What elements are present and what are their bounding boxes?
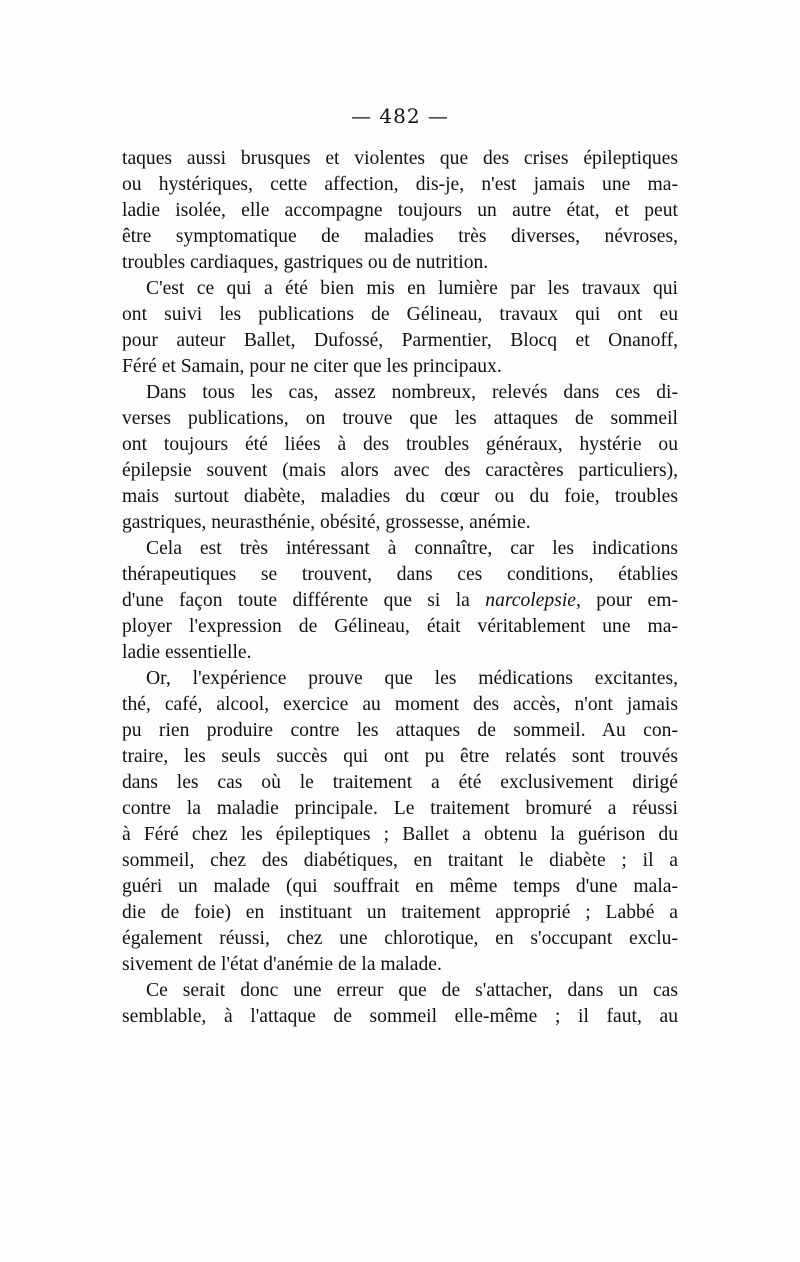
text-line: gastriques, neurasthénie, obésité, grossesse, anémie. xyxy=(122,512,531,533)
text-line: épilepsie souvent (mais alors avec des caractères particuliers), xyxy=(122,460,678,481)
text-line: verses publications, on trouve que les attaques de sommeil xyxy=(122,408,678,429)
text-line: Or, l'expérience prouve que les médications excitantes, xyxy=(146,668,678,689)
text-line: Dans tous les cas, assez nombreux, relevés dans ces di- xyxy=(146,382,678,403)
text-line: être symptomatique de maladies très diverses, névroses, xyxy=(122,226,678,247)
paragraph-1 xyxy=(122,146,678,276)
italic-term: narcolepsie xyxy=(485,590,576,611)
text-line: semblable, à l'attaque de sommeil elle-même ; il faut, au xyxy=(122,1006,678,1027)
text-line: dans les cas où le traitement a été exclusivement dirigé xyxy=(122,772,678,793)
text-line: pour auteur Ballet, Dufossé, Parmentier, Blocq et Onanoff, xyxy=(122,330,678,351)
text-line: ont suivi les publications de Gélineau, travaux qui ont eu xyxy=(122,304,678,325)
text-line: Cela est très intéressant à connaître, car les indications xyxy=(146,538,678,559)
text-line: taques aussi brusques et violentes que des crises épileptiques xyxy=(122,148,678,169)
text-line: traire, les seuls succès qui ont pu être relatés sont trouvés xyxy=(122,746,678,767)
text-line: contre la maladie principale. Le traitement bromuré a réussi xyxy=(122,798,678,819)
text-line: pu rien produire contre les attaques de sommeil. Au con- xyxy=(122,720,678,741)
text-line: ou hystériques, cette affection, dis-je, n'est jamais une ma- xyxy=(122,174,678,195)
text-line: guéri un malade (qui souffrait en même temps d'une mala- xyxy=(122,876,678,897)
text-line: à Féré chez les épileptiques ; Ballet a obtenu la guérison du xyxy=(122,824,678,845)
text-line: également réussi, chez une chlorotique, en s'occupant exclu- xyxy=(122,928,678,949)
paragraph-2 xyxy=(122,276,678,380)
text-line: ladie isolée, elle accompagne toujours un autre état, et peut xyxy=(122,200,678,221)
paragraph-6 xyxy=(122,978,678,1030)
text-line: ont toujours été liées à des troubles généraux, hystérie ou xyxy=(122,434,678,455)
text-line: ladie essentielle. xyxy=(122,642,252,663)
text-line: C'est ce qui a été bien mis en lumière par les travaux qui xyxy=(146,278,678,299)
text-line: thé, café, alcool, exercice au moment des accès, n'ont jamais xyxy=(122,694,678,715)
paragraph-4 xyxy=(122,536,678,666)
paragraph-3 xyxy=(122,380,678,536)
paragraph-5 xyxy=(122,666,678,978)
text-line: Ce serait donc une erreur que de s'attacher, dans un cas xyxy=(146,980,678,1001)
text-line: troubles cardiaques, gastriques ou de nutrition. xyxy=(122,252,489,273)
text-line: sommeil, chez des diabétiques, en traitant le diabète ; il a xyxy=(122,850,678,871)
page-number: — 482 — xyxy=(351,104,449,128)
text-line: Féré et Samain, pour ne citer que les principaux. xyxy=(122,356,502,377)
text-line: sivement de l'état d'anémie de la malade. xyxy=(122,954,442,975)
text-line: mais surtout diabète, maladies du cœur ou du foie, troubles xyxy=(122,486,678,507)
text-line: d'une façon toute différente que si la narcolepsie, pour em- xyxy=(122,590,679,611)
text-line: ployer l'expression de Gélineau, était véritablement une ma- xyxy=(122,616,678,637)
text-line: die de foie) en instituant un traitement approprié ; Labbé a xyxy=(122,902,678,923)
body-text xyxy=(122,146,678,1030)
text-line: thérapeutiques se trouvent, dans ces conditions, établies xyxy=(122,564,678,585)
